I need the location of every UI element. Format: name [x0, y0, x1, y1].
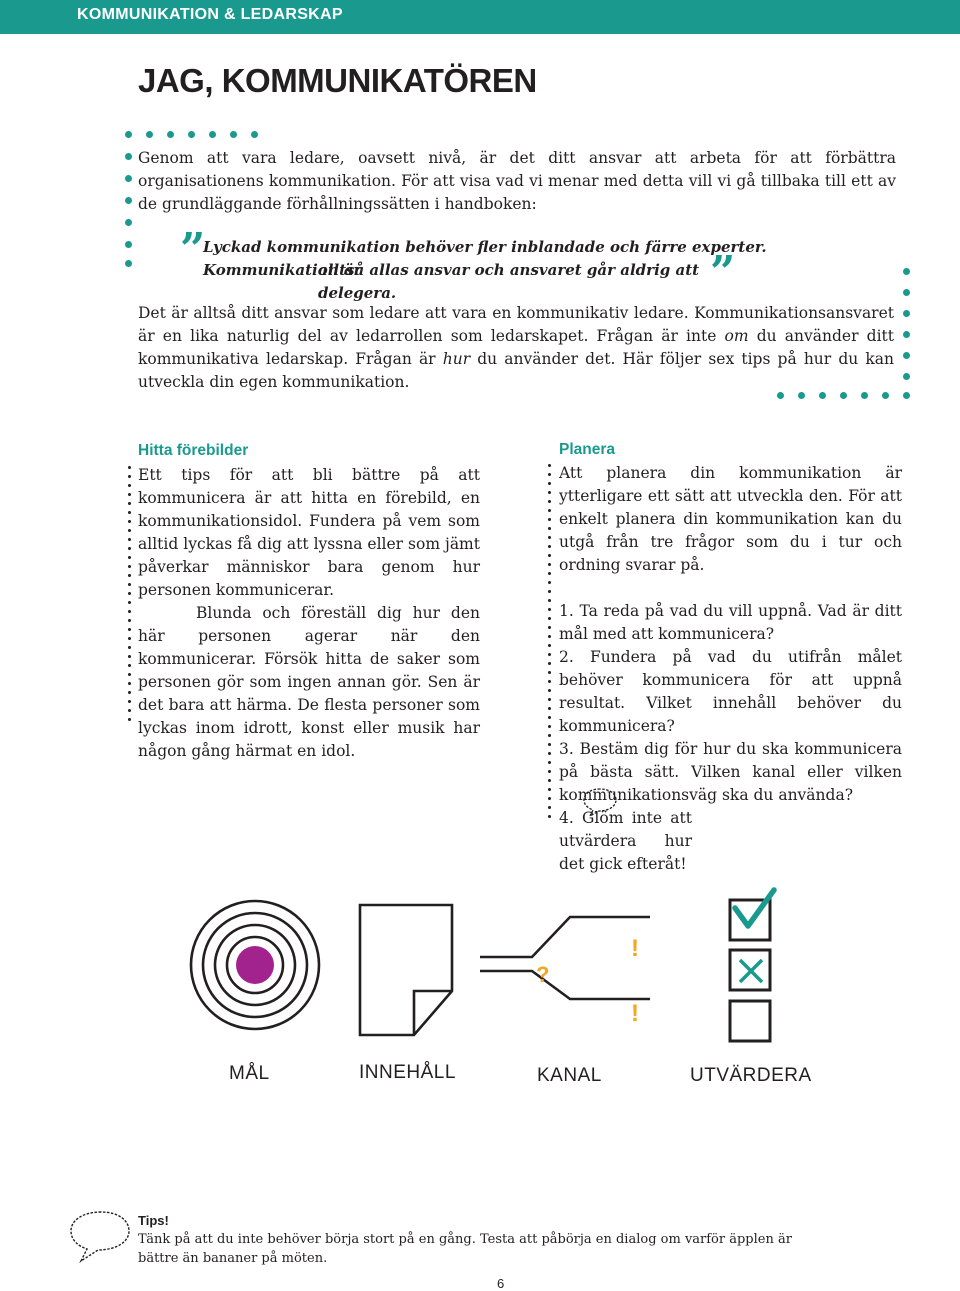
channel-icon — [480, 895, 650, 1005]
document-icon — [358, 903, 454, 1037]
close-quote-mark: ” — [710, 247, 736, 298]
page-number: 6 — [497, 1276, 505, 1291]
label-innehall: INNEHÅLL — [359, 1062, 456, 1083]
left-paragraph-1: Ett tips för att bli bättre på att kommunicera är att hitta en förebild, en kommunikationsidol. Fundera på vem som alltid lyckas få dig att lyssna eller som jämt påverkar människor bara genom hur personen kommunicerar. — [138, 466, 480, 599]
checkmark-icon — [730, 886, 780, 936]
section-heading-hitta-forebilder: Hitta förebilder — [138, 442, 249, 459]
quote-line-2: alltså allas ansvar och ansvaret går aldrig att delegera. — [318, 261, 700, 302]
label-kanal: KANAL — [537, 1065, 602, 1086]
planera-item-3: 3. Bestäm dig för hur du ska kommunicera på bästa sätt. Vilken kanal eller vilken kommunikationsväg ska du använda? — [559, 740, 902, 804]
page-title: JAG, KOMMUNIKATÖREN — [138, 62, 537, 99]
body-paragraph: Det är alltså ditt ansvar som ledare att vara en kommunikativ ledare. Kommunikationsansvaret är en lika naturlig del av ledarrollen som ledarskapet. Frågan är inte om du använder ditt kommunikativa ledarskap. Frågan är hur du använder det. Här följer sex tips på hur du kan utveckla din egen kommunikation. — [138, 304, 894, 391]
left-paragraph-2: Blunda och föreställ dig hur den här personen agerar när den kommunicerar. Försök hitta de saker som personen gör som ingen annan gör. Sen är det bara att härma. De flesta personer som lyckas inom idrott, konst eller musik har någon gång härmat en idol. — [138, 604, 480, 760]
label-utvardera: UTVÄRDERA — [690, 1065, 812, 1086]
tips-text: Tänk på att du inte behöver börja stort på en gång. Testa att påbörja en dialog om varför äpplen är bättre än bananer på möten. — [138, 1232, 792, 1266]
exclamation-mark-bottom: ! — [631, 1000, 639, 1027]
open-quote-mark: ” — [180, 224, 206, 275]
tips-speech-bubble-icon — [67, 1208, 133, 1266]
intro-paragraph: Genom att vara ledare, oavsett nivå, är det ditt ansvar att arbeta för att förbättra organisationens kommunikation. För att visa vad vi menar med detta vill vi gå tillbaka till ett av de grundläggande förhållningssätten i handboken: — [138, 149, 896, 213]
planera-intro: Att planera din kommunikation är ytterligare ett sätt att utveckla den. För att enkelt planera din kommunikation kan du utgå från tre frågor som du i tur och ordning svarar på. — [559, 464, 902, 574]
section-header-bar — [0, 0, 960, 34]
label-mal: MÅL — [229, 1063, 270, 1084]
exclamation-mark-top: ! — [631, 935, 639, 962]
tips-heading: Tips! — [138, 1213, 169, 1228]
target-icon — [188, 898, 322, 1032]
section-header-label: KOMMUNIKATION & LEDARSKAP — [77, 6, 343, 23]
left-column-text — [138, 464, 480, 763]
question-mark: ? — [536, 962, 550, 987]
section-heading-planera: Planera — [559, 441, 616, 458]
planera-item-4: 4. Glöm inte att utvärdera hur det gick efteråt! — [559, 809, 692, 873]
planera-item-1: 1. Ta reda på vad du vill uppnå. Vad är ditt mål med att kommunicera? — [559, 602, 902, 643]
speech-bubble-icon — [582, 786, 618, 818]
planera-item-2: 2. Fundera på vad du utifrån målet behöver kommunicera för att uppnå resultat. Vilket innehåll behöver du kommunicera? — [559, 648, 902, 735]
cross-icon — [737, 957, 765, 985]
quote-line-1: Lyckad kommunikation behöver fler inblandade och färre experter. Kommunikation är — [203, 238, 767, 279]
